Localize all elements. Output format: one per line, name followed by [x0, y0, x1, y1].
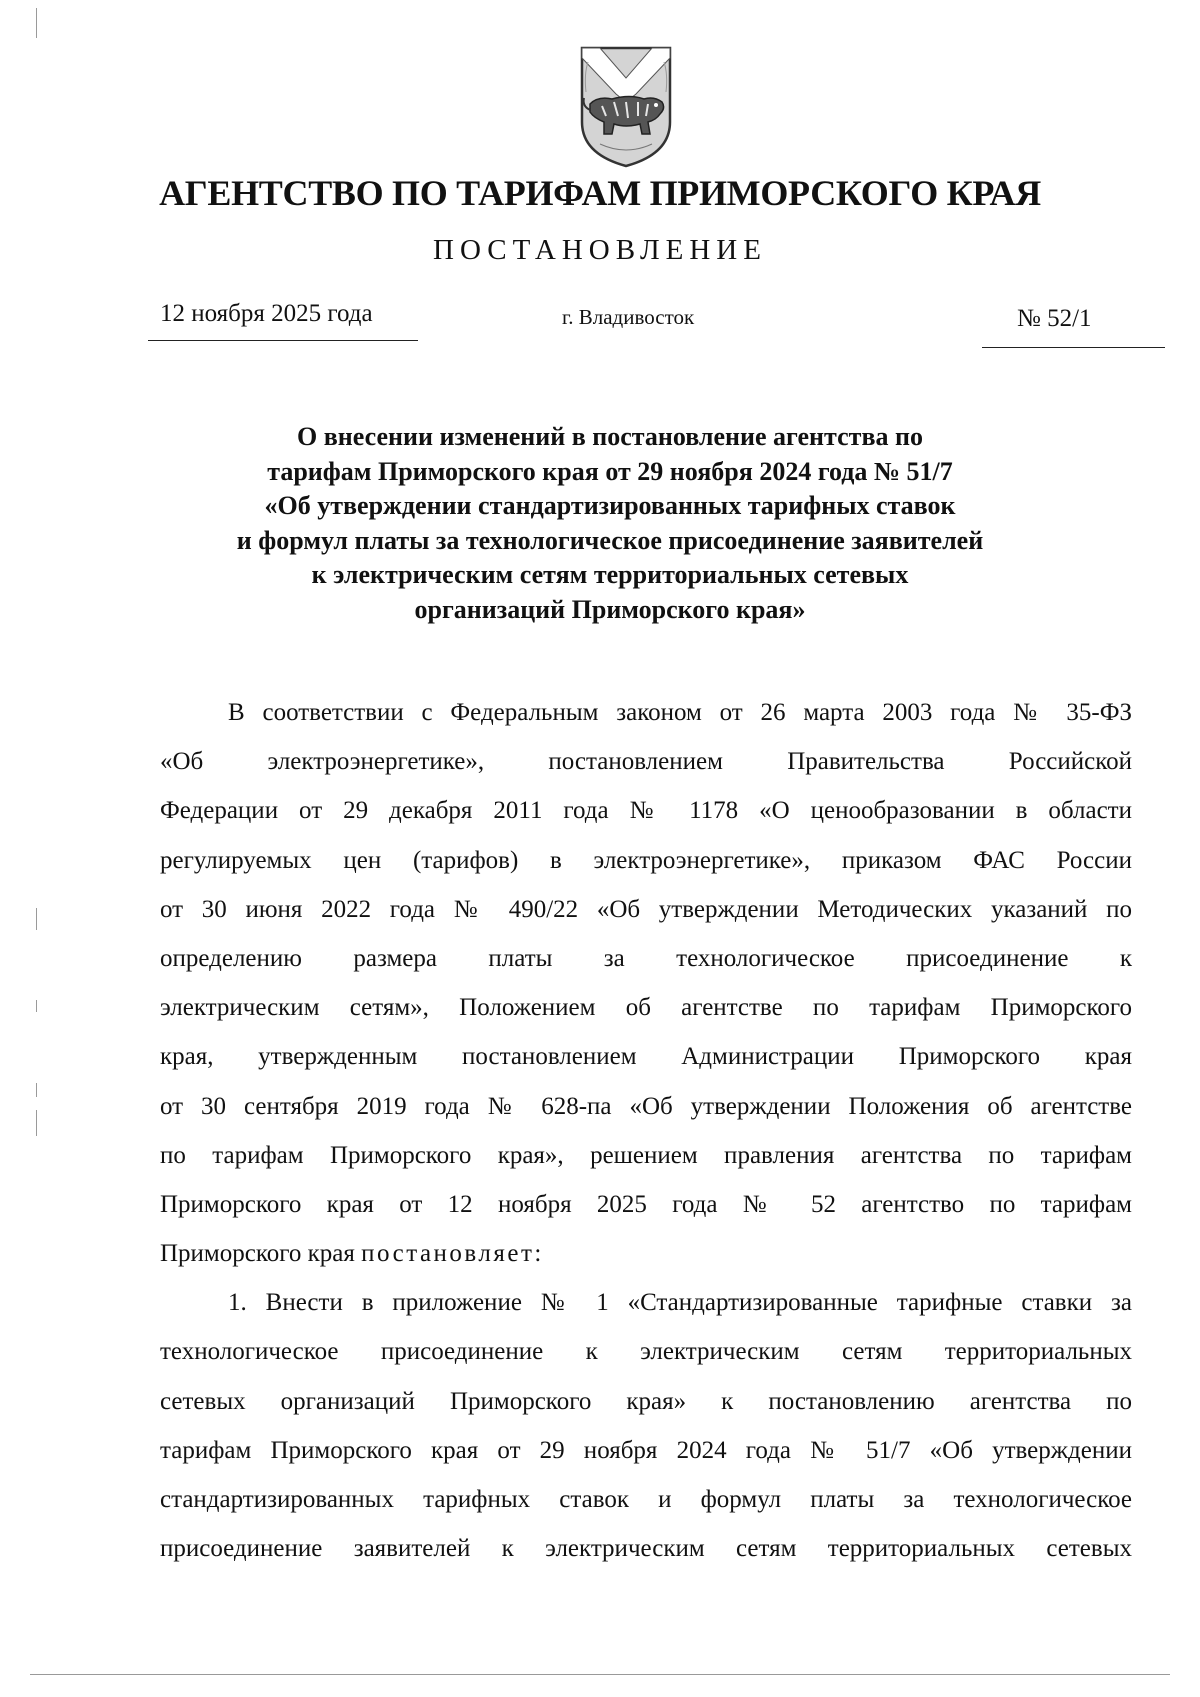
- item-line: 1. Внести в приложение № 1 «Стандартизированные тарифные ставки за: [228, 1289, 1132, 1317]
- document-type: ПОСТАНОВЛЕНИЕ: [433, 234, 767, 266]
- item-line: сетевых организаций Приморского края» к постановлению агентства по: [160, 1387, 1132, 1415]
- body-line: Федерации от 29 декабря 2011 года № 1178 «О ценообразовании в области: [160, 797, 1132, 825]
- item-line: стандартизированных тарифных ставок и формул платы за технологическое: [160, 1486, 1132, 1513]
- item-line: тарифам Приморского края от 29 ноября 2024 года № 51/7 «Об утверждении: [160, 1436, 1132, 1464]
- scan-margin-mark: [36, 8, 37, 38]
- body-line: от 30 сентября 2019 года № 628-па «Об утверждении Положения об агентстве: [160, 1092, 1132, 1120]
- title-line: к электрическим сетям территориальных сетевых: [311, 560, 909, 589]
- scan-bottom-edge: [30, 1674, 1170, 1675]
- body-line: края, утвержденным постановлением Администрации Приморского края: [160, 1043, 1132, 1071]
- document-body: [160, 688, 1132, 1573]
- scan-margin-mark: [36, 1000, 37, 1012]
- scan-margin-mark: [36, 1110, 37, 1136]
- item-line: присоединение заявителей к электрическим сетям территориальных сетевых: [160, 1535, 1132, 1563]
- agency-name: АГЕНТСТВО ПО ТАРИФАМ ПРИМОРСКОГО КРАЯ: [159, 173, 1041, 213]
- coat-of-arms-emblem: [578, 44, 674, 170]
- scan-margin-mark: [36, 908, 37, 930]
- body-line: от 30 июня 2022 года № 490/22 «Об утверждении Методических указаний по: [160, 895, 1132, 923]
- body-line: Приморского края от 12 ноября 2025 года № 52 агентство по тарифам: [160, 1190, 1132, 1218]
- date-underline: [148, 340, 418, 341]
- closing-verb: постановляет:: [361, 1240, 544, 1268]
- body-line: по тарифам Приморского края», решением правления агентства по тарифам: [160, 1141, 1132, 1169]
- body-line: определению размера платы за технологическое присоединение к: [160, 944, 1132, 972]
- body-line: «Об электроэнергетике», постановлением Правительства Российской: [160, 748, 1132, 776]
- title-line: и формул платы за технологическое присоединение заявителей: [236, 525, 984, 555]
- closing-prefix: Приморского края: [160, 1240, 362, 1268]
- title-line: «Об утверждении стандартизированных тарифных ставок: [264, 491, 956, 520]
- body-line: регулируемых цен (тарифов) в электроэнергетике», приказом ФАС России: [160, 846, 1132, 874]
- title-line: организаций Приморского края»: [414, 594, 806, 624]
- title-line: тарифам Приморского края от 29 ноября 2024 года № 51/7: [267, 456, 953, 486]
- number-underline: [982, 347, 1165, 348]
- item-line: технологическое присоединение к электрическим сетям территориальных: [160, 1338, 1132, 1366]
- body-line: электрическим сетям», Положением об агентстве по тарифам Приморского: [160, 994, 1132, 1022]
- closing-line: [160, 1229, 1132, 1278]
- body-line: В соответствии с Федеральным законом от 26 марта 2003 года № 35-ФЗ: [228, 699, 1132, 726]
- document-title: [150, 420, 1070, 627]
- document-city: г. Владивосток: [562, 305, 695, 329]
- title-line: О внесении изменений в постановление агентства по: [297, 422, 923, 451]
- document-date: 12 ноября 2025 года: [160, 300, 373, 327]
- scan-margin-mark: [36, 1083, 37, 1097]
- document-number: № 52/1: [1017, 305, 1092, 332]
